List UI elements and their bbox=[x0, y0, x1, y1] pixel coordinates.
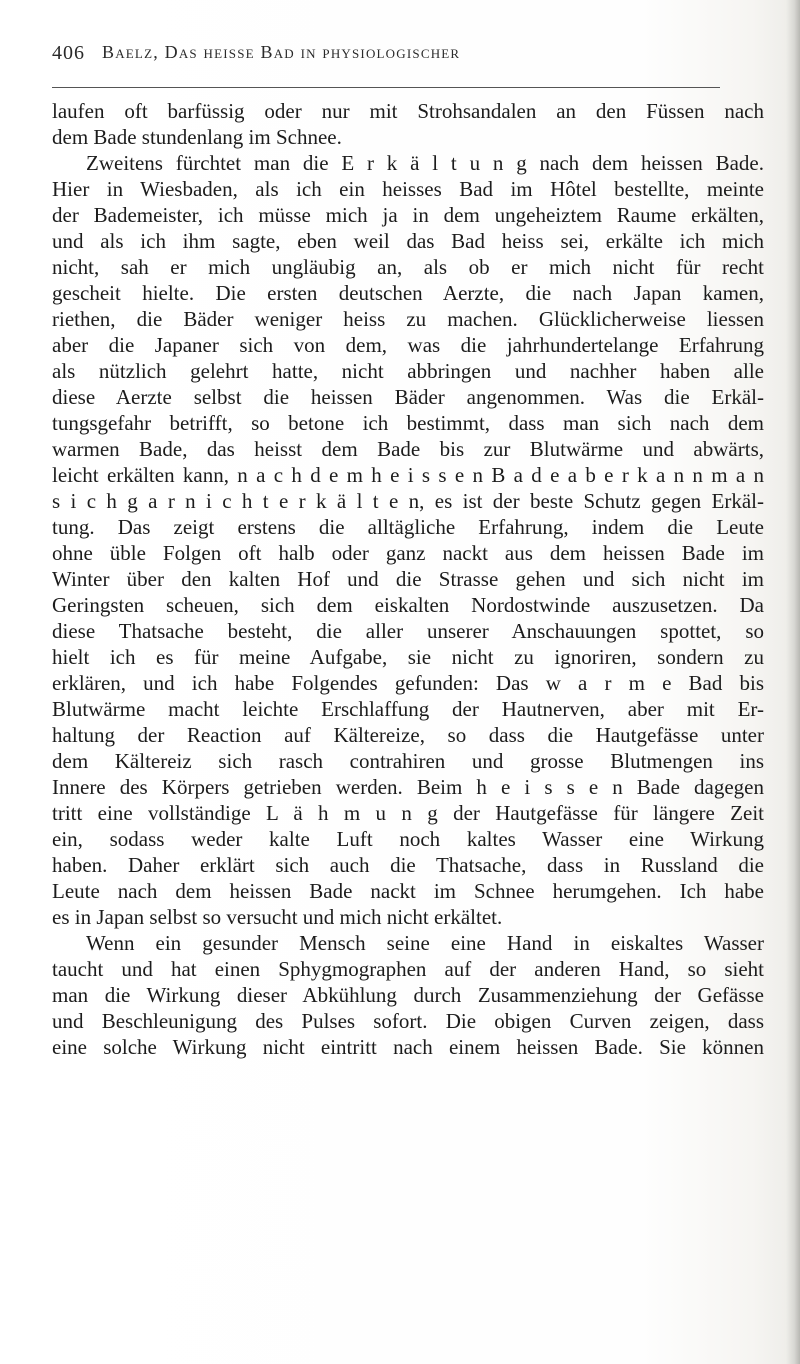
text-line: Innere des Körpers getrieben werden. Beim h e i s s e n Bade dagegen bbox=[52, 775, 764, 799]
text-line: Wenn ein gesunder Mensch seine eine Hand in eiskaltes Wasser bbox=[86, 931, 764, 955]
text-line: laufen oft barfüssig oder nur mit Strohsandalen an den Füssen nach bbox=[52, 99, 764, 123]
text-line: und Beschleunigung des Pulses sofort. Die obigen Curven zeigen, dass bbox=[52, 1009, 764, 1033]
text-line: Blutwärme macht leichte Erschlaffung der Hautnerven, aber mit Er- bbox=[52, 697, 764, 721]
text-line: gescheit hielte. Die ersten deutschen Aerzte, die nach Japan kamen, bbox=[52, 281, 764, 305]
text-line: hielt ich es für meine Aufgabe, sie nicht zu ignoriren, sondern zu bbox=[52, 645, 764, 669]
text-line: tritt eine vollständige L ä h m u n g der Hautgefässe für längere Zeit bbox=[52, 801, 764, 825]
text-line: tungsgefahr betrifft, so betone ich bestimmt, dass man sich nach dem bbox=[52, 411, 764, 435]
text-line: nicht, sah er mich ungläubig an, als ob er mich nicht für recht bbox=[52, 255, 764, 279]
text-line: erklären, und ich habe Folgendes gefunden: Das w a r m e Bad bis bbox=[52, 671, 764, 695]
text-line: leicht erkälten kann, n a c h d e m h e i s s e n B a d e a b e r k a n n m a n bbox=[52, 463, 764, 487]
text-line: s i c h g a r n i c h t e r k ä l t e n, es ist der beste Schutz gegen Erkäl- bbox=[52, 489, 764, 513]
text-line: und als ich ihm sagte, eben weil das Bad heiss sei, erkälte ich mich bbox=[52, 229, 764, 253]
text-line: haltung der Reaction auf Kältereize, so dass die Hautgefässe unter bbox=[52, 723, 764, 747]
text-line: aber die Japaner sich von dem, was die jahrhundertelange Erfahrung bbox=[52, 333, 764, 357]
text-line: Hier in Wiesbaden, als ich ein heisses Bad im Hôtel bestellte, meinte bbox=[52, 177, 764, 201]
text-line: der Bademeister, ich müsse mich ja in dem ungeheiztem Raume erkälten, bbox=[52, 203, 764, 227]
page-header bbox=[52, 40, 772, 70]
body-text bbox=[52, 98, 764, 1060]
text-line: dem Kältereiz sich rasch contrahiren und grosse Blutmengen ins bbox=[52, 749, 764, 773]
text-line: Zweitens fürchtet man die E r k ä l t u n g nach dem heissen Bade. bbox=[86, 151, 764, 175]
text-line: es in Japan selbst so versucht und mich nicht erkältet. bbox=[52, 905, 503, 929]
running-title: Baelz, Das heisse Bad in physiologischer bbox=[102, 42, 461, 62]
text-line: diese Thatsache besteht, die aller unserer Anschauungen spottet, so bbox=[52, 619, 764, 643]
header-rule bbox=[52, 87, 720, 88]
text-line: taucht und hat einen Sphygmographen auf der anderen Hand, so sieht bbox=[52, 957, 764, 981]
text-line: haben. Daher erklärt sich auch die Thatsache, dass in Russland die bbox=[52, 853, 764, 877]
text-line: ein, sodass weder kalte Luft noch kaltes Wasser eine Wirkung bbox=[52, 827, 764, 851]
page-edge-shadow bbox=[786, 0, 800, 1364]
text-line: ohne üble Folgen oft halb oder ganz nackt aus dem heissen Bade im bbox=[52, 541, 764, 565]
text-line: als nützlich gelehrt hatte, nicht abbringen und nachher haben alle bbox=[52, 359, 764, 383]
page-number: 406 bbox=[52, 42, 85, 64]
text-line: dem Bade stundenlang im Schnee. bbox=[52, 125, 342, 149]
text-line: Leute nach dem heissen Bade nackt im Schnee herumgehen. Ich habe bbox=[52, 879, 764, 903]
text-line: riethen, die Bäder weniger heiss zu machen. Glücklicherweise liessen bbox=[52, 307, 764, 331]
text-line: warmen Bade, das heisst dem Bade bis zur Blutwärme und abwärts, bbox=[52, 437, 764, 461]
text-line: tung. Das zeigt erstens die alltägliche Erfahrung, indem die Leute bbox=[52, 515, 764, 539]
text-line: man die Wirkung dieser Abkühlung durch Zusammenziehung der Gefässe bbox=[52, 983, 764, 1007]
text-line: Winter über den kalten Hof und die Strasse gehen und sich nicht im bbox=[52, 567, 764, 591]
text-line: Geringsten scheuen, sich dem eiskalten Nordostwinde auszusetzen. Da bbox=[52, 593, 764, 617]
text-line: eine solche Wirkung nicht eintritt nach einem heissen Bade. Sie können bbox=[52, 1035, 764, 1059]
text-line: diese Aerzte selbst die heissen Bäder angenommen. Was die Erkäl- bbox=[52, 385, 764, 409]
